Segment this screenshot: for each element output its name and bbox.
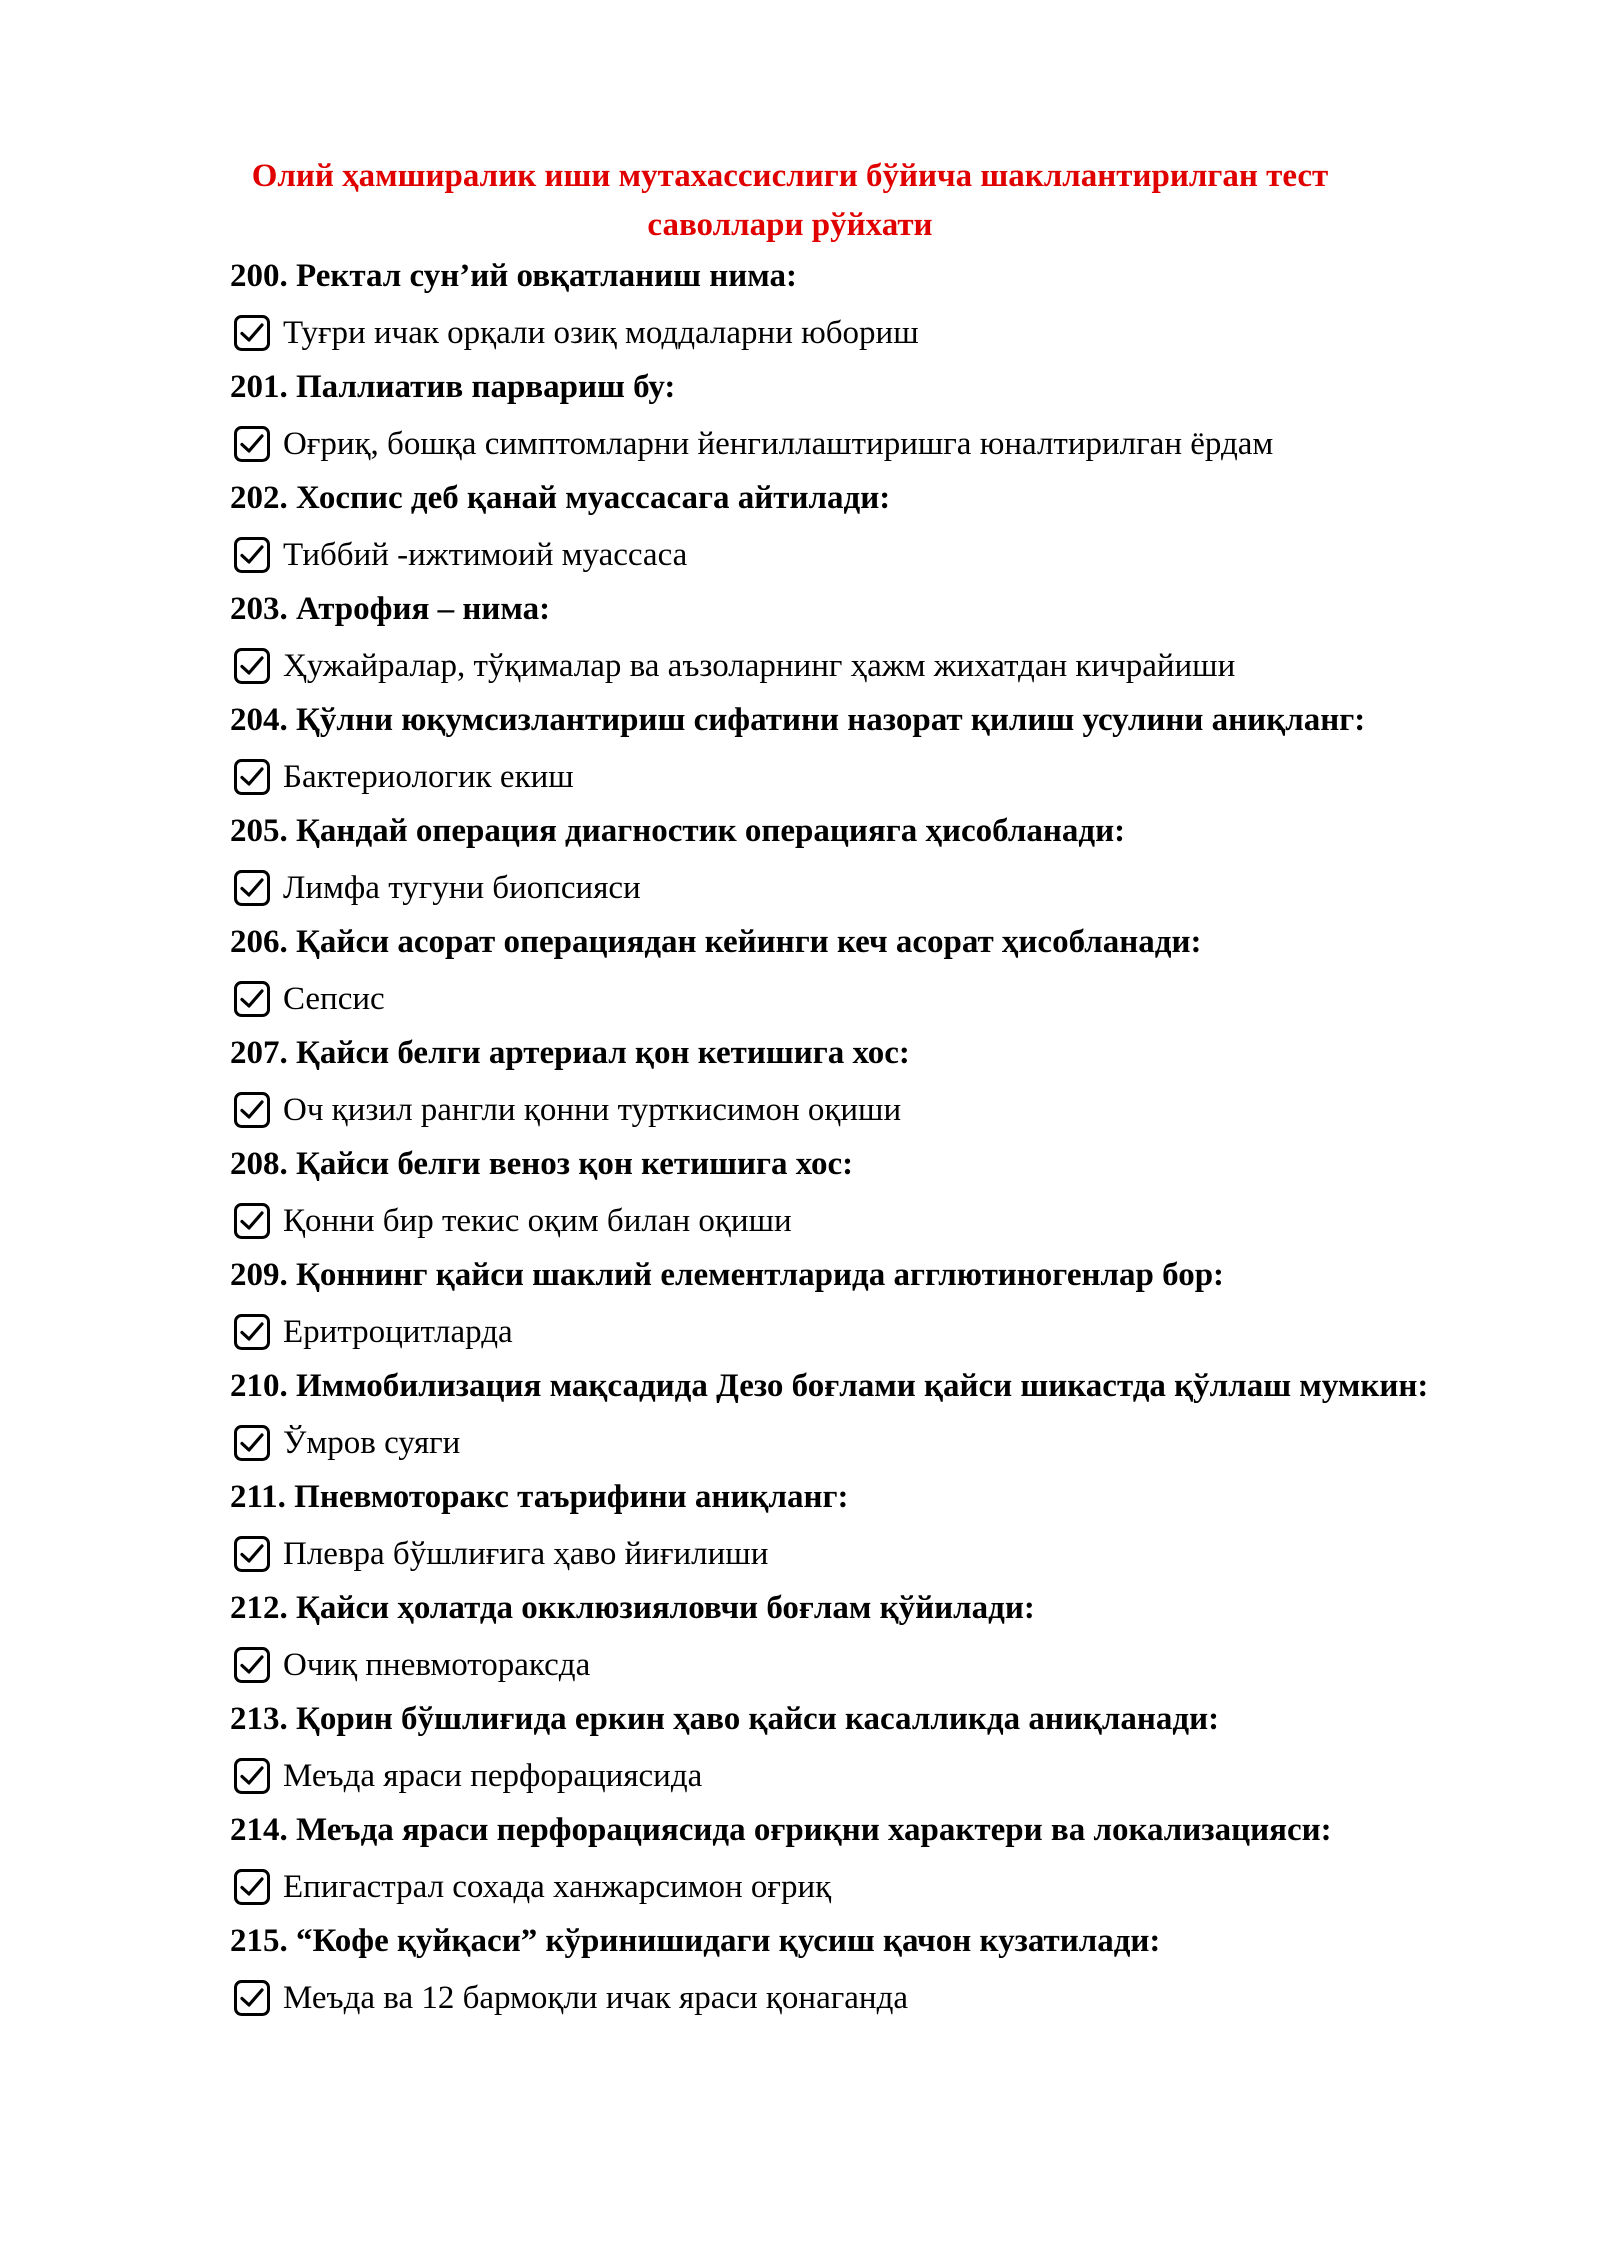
- answer-text: Бактериологик екиш: [283, 759, 574, 795]
- answer-row: [230, 1416, 1510, 1470]
- question-text: 214. Меъда яраси перфорациясида оғриқни характери ва локализацияси:: [230, 1812, 1332, 1848]
- answer-row: [230, 639, 1510, 693]
- question-text: 210. Иммобилизация мақсадида Дезо боғлами қайси шикастда қўллаш мумкин:: [230, 1368, 1429, 1404]
- checkbox-checked-icon: [233, 314, 271, 352]
- checkbox-checked-icon: [233, 1202, 271, 1240]
- answer-text: Қонни бир текис оқим билан оқиши: [283, 1203, 792, 1239]
- question-item: [230, 693, 1510, 804]
- document-title: Олий ҳамширалик иши мутахассислиги бўйича шакллантирилган тест саволлари рўйхати: [251, 158, 1329, 243]
- question-item: [230, 249, 1510, 360]
- answer-text: Меъда ва 12 бармоқли ичак яраси қонаганда: [283, 1980, 909, 2016]
- answer-text: Епигастрал сохада ханжарсимон оғриқ: [283, 1869, 832, 1905]
- answer-text: Ўмров суяги: [283, 1425, 461, 1461]
- question-text: 200. Ректал сун’ий овқатланиш нима:: [230, 258, 798, 294]
- checkbox-checked-icon: [233, 1313, 271, 1351]
- question-text: 213. Қорин бўшлиғида еркин ҳаво қайси касалликда аниқланади:: [230, 1701, 1220, 1737]
- question-text: 203. Атрофия – нима:: [230, 591, 551, 627]
- question-text: 207. Қайси белги артериал қон кетишига хос:: [230, 1035, 910, 1071]
- answer-text: Ҳужайралар, тўқималар ва аъзоларнинг ҳажм жихатдан кичрайиши: [283, 648, 1236, 684]
- answer-row: [230, 750, 1510, 804]
- question-text: 215. “Кофе қуйқаси” кўринишидаги қусиш қачон кузатилади:: [230, 1923, 1161, 1959]
- question-item: [230, 804, 1510, 915]
- question-item: [230, 1248, 1510, 1359]
- checkbox-checked-icon: [233, 1424, 271, 1462]
- question-item: [230, 1581, 1510, 1692]
- answer-row: [230, 1194, 1510, 1248]
- checkbox-checked-icon: [233, 1868, 271, 1906]
- answer-text: Лимфа тугуни биопсияси: [283, 870, 641, 906]
- answer-row: [230, 417, 1510, 471]
- question-text: 205. Қандай операция диагностик операцияга ҳисобланади:: [230, 813, 1126, 849]
- question-item: [230, 1914, 1510, 2025]
- answer-row: [230, 861, 1510, 915]
- question-item: [230, 360, 1510, 471]
- checkbox-checked-icon: [233, 758, 271, 796]
- question-text: 206. Қайси асорат операциядан кейинги кеч асорат ҳисобланади:: [230, 924, 1202, 960]
- checkbox-checked-icon: [233, 1646, 271, 1684]
- checkbox-checked-icon: [233, 980, 271, 1018]
- checkbox-checked-icon: [233, 1979, 271, 2017]
- question-item: [230, 1359, 1510, 1470]
- checkbox-checked-icon: [233, 1757, 271, 1795]
- question-text: 208. Қайси белги веноз қон кетишига хос:: [230, 1146, 854, 1182]
- answer-row: [230, 1083, 1510, 1137]
- question-text: 209. Қоннинг қайси шаклий елементларида агглютиногенлар бор:: [230, 1257, 1225, 1293]
- checkbox-checked-icon: [233, 425, 271, 463]
- answer-text: Сепсис: [283, 981, 385, 1017]
- checkbox-checked-icon: [233, 1091, 271, 1129]
- answer-row: [230, 1860, 1510, 1914]
- answer-row: [230, 528, 1510, 582]
- question-text: 202. Хоспис деб қанай муассасага айтилади:: [230, 480, 891, 516]
- question-text: 201. Паллиатив парвариш бу:: [230, 369, 676, 405]
- answer-text: Оч қизил рангли қонни турткисимон оқиши: [283, 1092, 902, 1128]
- question-item: [230, 915, 1510, 1026]
- answer-row: [230, 1749, 1510, 1803]
- answer-text: Плевра бўшлиғига ҳаво йиғилиши: [283, 1536, 769, 1572]
- question-text: 204. Қўлни юқумсизлантириш сифатини назорат қилиш усулини аниқланг:: [230, 702, 1366, 738]
- answer-row: [230, 306, 1510, 360]
- checkbox-checked-icon: [233, 647, 271, 685]
- question-item: [230, 1803, 1510, 1914]
- question-text: 211. Пневмоторакс таърифини аниқланг:: [230, 1479, 849, 1515]
- answer-row: [230, 1527, 1510, 1581]
- question-item: [230, 471, 1510, 582]
- answer-text: Тиббий -ижтимоий муассаса: [283, 537, 688, 573]
- answer-text: Меъда яраси перфорациясида: [283, 1758, 703, 1794]
- question-item: [230, 1026, 1510, 1137]
- answer-row: [230, 1971, 1510, 2025]
- question-item: [230, 1470, 1510, 1581]
- checkbox-checked-icon: [233, 869, 271, 907]
- answer-text: Еритроцитларда: [283, 1314, 513, 1350]
- answer-text: Туғри ичак орқали озиқ моддаларни юбориш: [283, 315, 919, 351]
- question-item: [230, 1692, 1510, 1803]
- question-item: [230, 582, 1510, 693]
- question-list: [230, 249, 1510, 2025]
- answer-row: [230, 1305, 1510, 1359]
- checkbox-checked-icon: [233, 536, 271, 574]
- question-item: [230, 1137, 1510, 1248]
- checkbox-checked-icon: [233, 1535, 271, 1573]
- answer-row: [230, 1638, 1510, 1692]
- question-text: 212. Қайси ҳолатда окклюзияловчи боғлам қўйилади:: [230, 1590, 1035, 1626]
- answer-row: [230, 972, 1510, 1026]
- answer-text: Оғриқ, бошқа симптомларни йенгиллаштиришга юналтирилган ёрдам: [283, 426, 1274, 462]
- answer-text: Очиқ пневмотораксда: [283, 1647, 591, 1683]
